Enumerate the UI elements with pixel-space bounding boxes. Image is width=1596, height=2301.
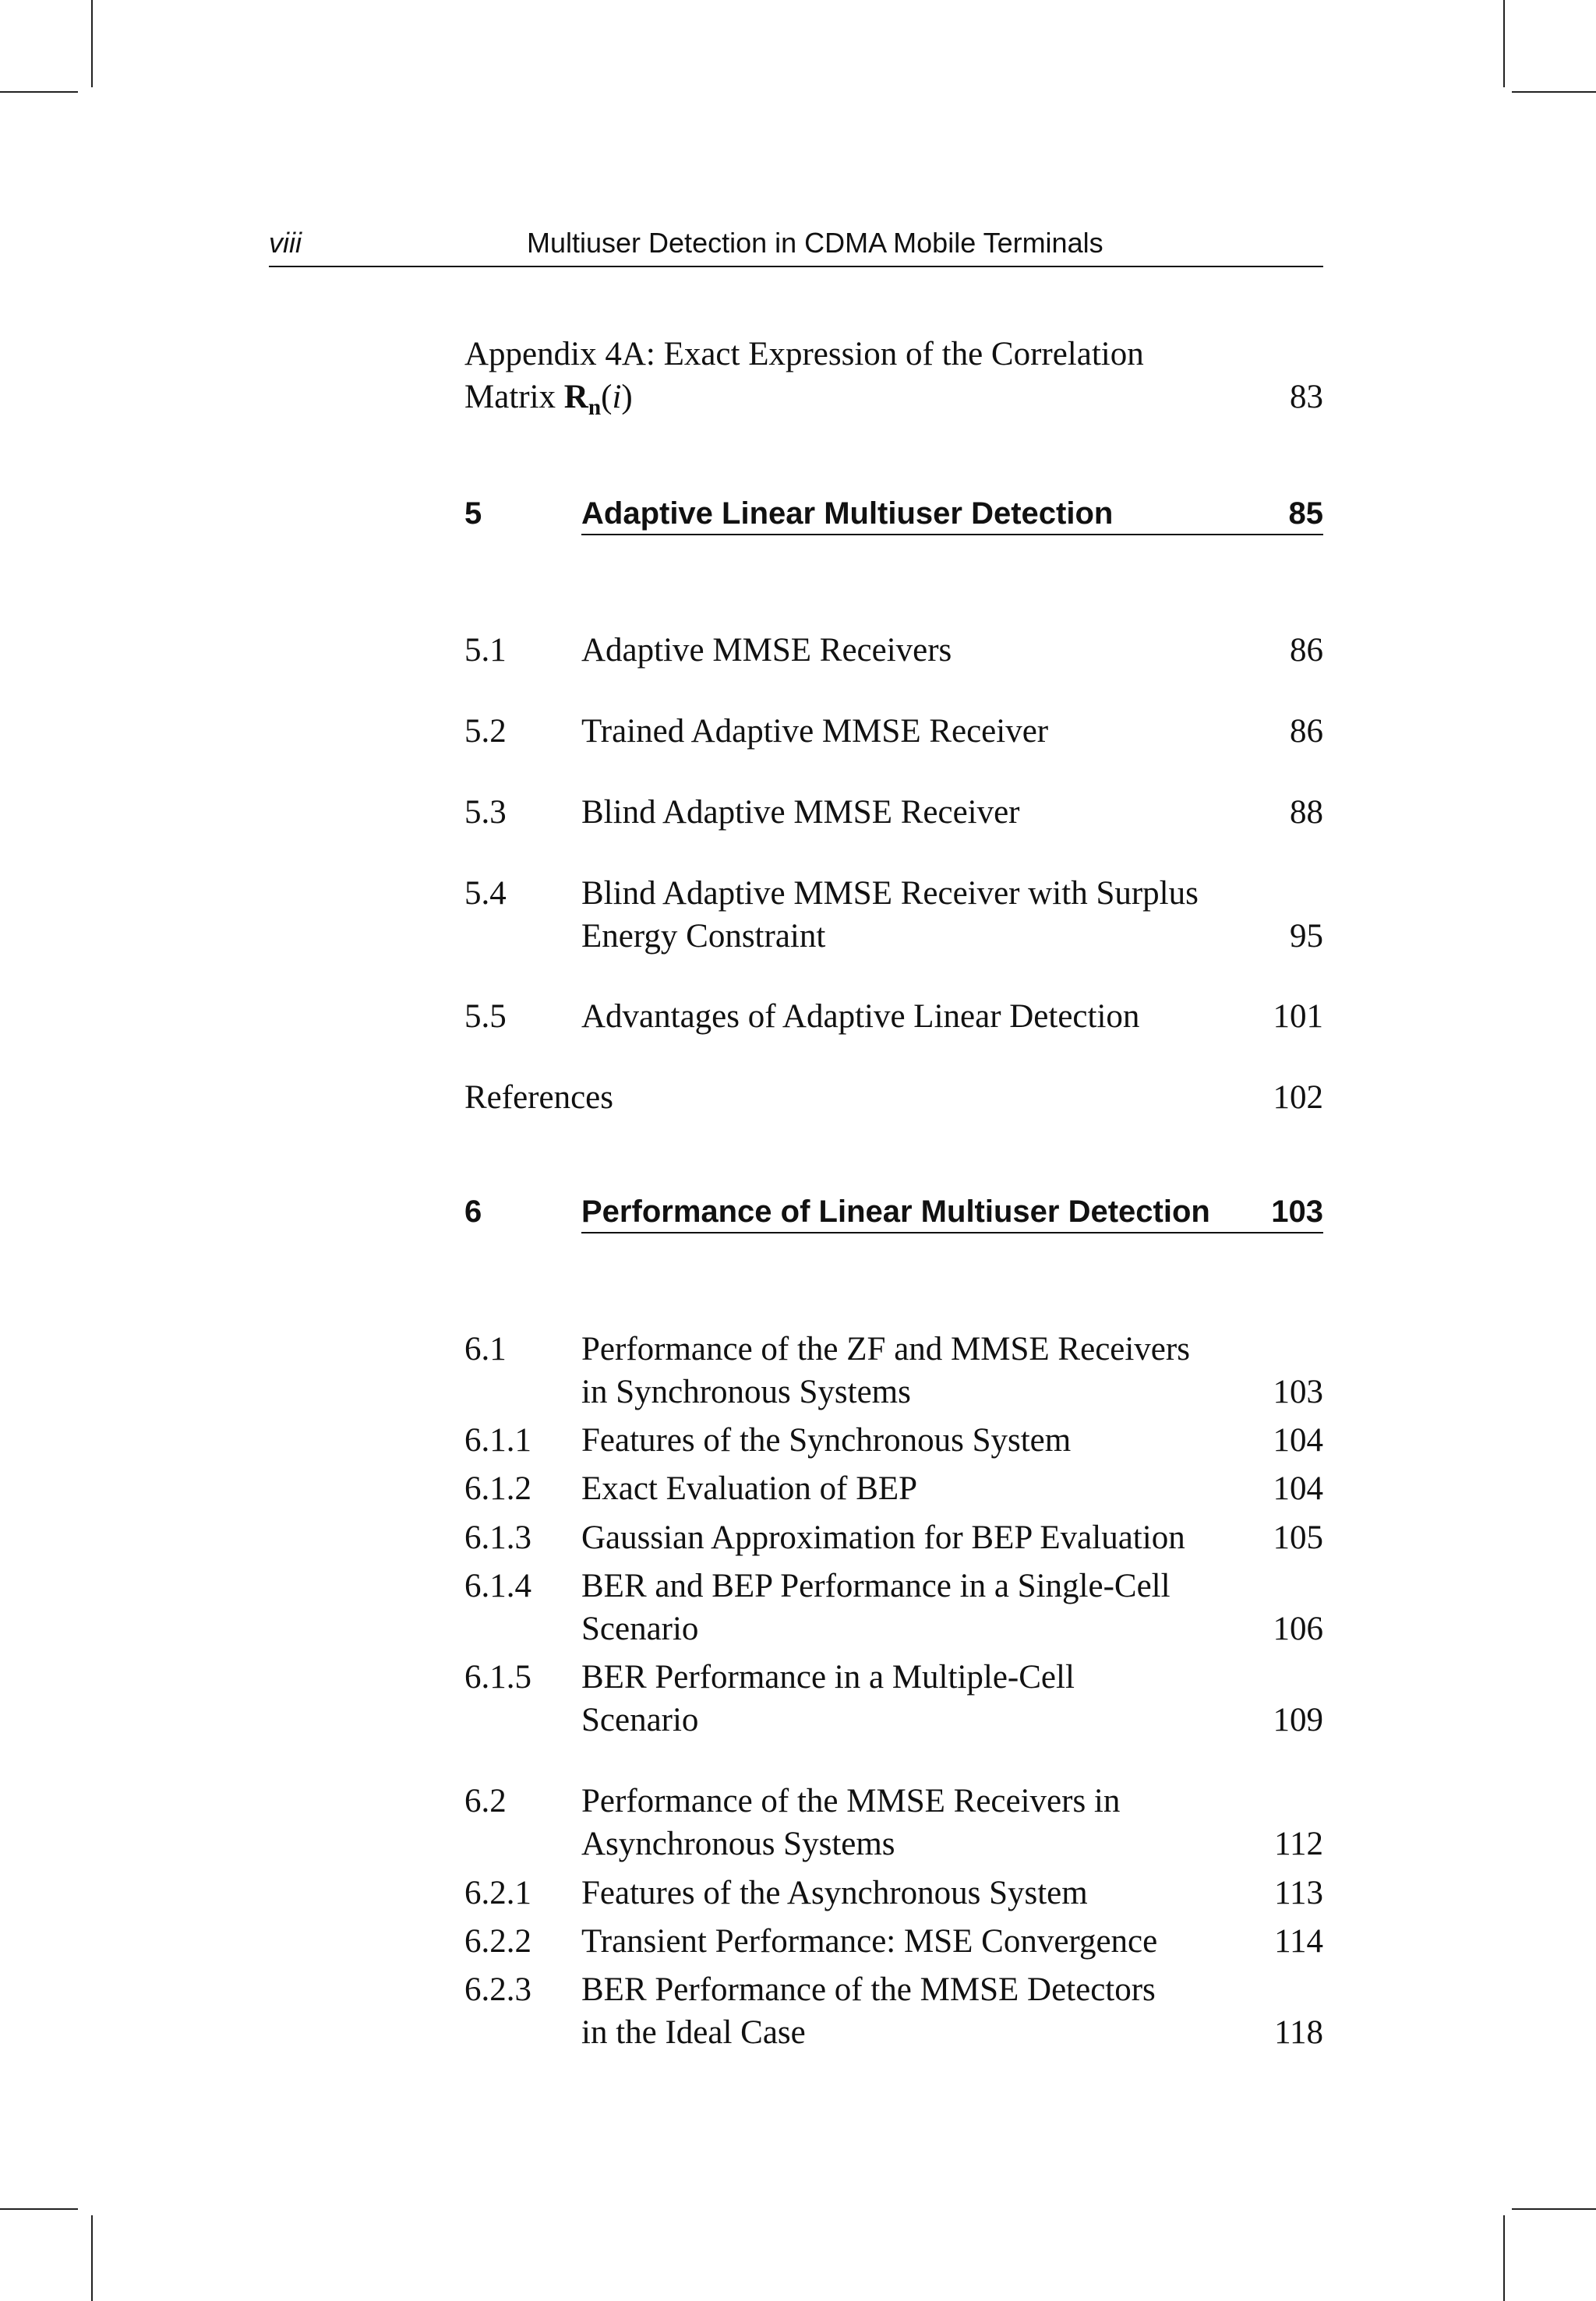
crop-mark-bottom-right-horizontal [1512,2208,1596,2210]
section-number: 6.1 [464,1331,507,1368]
section-page: 101 [1273,998,1323,1035]
section-title: Trained Adaptive MMSE Receiver [581,713,1049,750]
section-number: 5.5 [464,998,507,1035]
section-number: 5.2 [464,713,507,750]
matrix-subscript: n [588,394,602,420]
appendix-title-line2: Matrix $R_n(i)$ [464,379,633,420]
chapter-title: Performance of Linear Multiuser Detection [581,1195,1210,1229]
header-rule [269,266,1323,267]
crop-mark-bottom-left-vertical [91,2215,93,2301]
subsection-page: 114 [1274,1923,1323,1960]
subsection-page: 105 [1273,1519,1323,1556]
subsection-page: 104 [1273,1422,1323,1459]
section-title: Performance of the ZF and MMSE Receivers [581,1331,1190,1368]
section-page: 112 [1274,1826,1323,1862]
section-page: 86 [1290,713,1323,750]
subsection-number: 6.2.2 [464,1923,531,1960]
chapter-rule [581,534,1323,535]
section-title-continued: in Synchronous Systems [581,1374,911,1410]
subsection-page: 106 [1273,1611,1323,1647]
subsection-number: 6.1.4 [464,1568,531,1604]
subsection-number: 6.1.1 [464,1422,531,1459]
section-title-continued: Asynchronous Systems [581,1826,895,1862]
chapter-page: 103 [1271,1195,1323,1229]
appendix-page: 83 [1290,379,1323,415]
subsection-title: Transient Performance: MSE Convergence [581,1923,1158,1960]
crop-mark-top-right-vertical [1503,0,1505,87]
chapter-page: 85 [1288,496,1323,531]
section-title: Blind Adaptive MMSE Receiver with Surplus [581,875,1199,912]
subsection-number: 6.1.3 [464,1519,531,1556]
matrix-symbol: R [563,379,588,415]
crop-mark-top-left-horizontal [0,91,78,93]
section-page: 88 [1290,794,1323,831]
subsection-title: BER Performance of the MMSE Detectors [581,1971,1156,2008]
crop-mark-top-left-vertical [91,0,93,87]
chapter-title: Adaptive Linear Multiuser Detection [581,496,1114,531]
references-page: 102 [1273,1079,1323,1116]
subsection-page: 104 [1273,1470,1323,1507]
subsection-number: 6.1.2 [464,1470,531,1507]
section-page: 95 [1290,918,1323,955]
subsection-title: BER Performance in a Multiple-Cell [581,1659,1075,1696]
appendix-title-line1: Appendix 4A: Exact Expression of the Correlation [464,336,1144,372]
references-label: References [464,1079,613,1116]
section-title: Blind Adaptive MMSE Receiver [581,794,1020,831]
running-title: Multiuser Detection in CDMA Mobile Terminals [527,227,1103,259]
section-number: 5.1 [464,632,507,669]
subsection-title: Exact Evaluation of BEP [581,1470,918,1507]
page-folio: viii [269,227,302,259]
subsection-title: Features of the Asynchronous System [581,1875,1088,1911]
subsection-title-continued: in the Ideal Case [581,2014,806,2051]
subsection-title: Gaussian Approximation for BEP Evaluation [581,1519,1185,1556]
chapter-number: 6 [464,1195,482,1229]
subsection-title-continued: Scenario [581,1702,699,1738]
section-title: Performance of the MMSE Receivers in [581,1783,1121,1819]
subsection-number: 6.1.5 [464,1659,531,1696]
section-number: 6.2 [464,1783,507,1819]
chapter-rule [581,1232,1323,1233]
section-page: 86 [1290,632,1323,669]
crop-mark-bottom-left-horizontal [0,2208,78,2210]
section-title: Advantages of Adaptive Linear Detection [581,998,1140,1035]
subsection-title-continued: Scenario [581,1611,699,1647]
crop-mark-bottom-right-vertical [1503,2215,1505,2301]
chapter-number: 5 [464,496,482,531]
section-title-continued: Energy Constraint [581,918,826,955]
subsection-title: BER and BEP Performance in a Single-Cell [581,1568,1171,1604]
subsection-page: 118 [1274,2014,1323,2051]
section-page: 103 [1273,1374,1323,1410]
section-number: 5.3 [464,794,507,831]
subsection-title: Features of the Synchronous System [581,1422,1072,1459]
subsection-page: 113 [1274,1875,1323,1911]
subsection-number: 6.2.3 [464,1971,531,2008]
subsection-page: 109 [1273,1702,1323,1738]
subsection-number: 6.2.1 [464,1875,531,1911]
section-number: 5.4 [464,875,507,912]
crop-mark-top-right-horizontal [1512,91,1596,93]
section-title: Adaptive MMSE Receivers [581,632,952,669]
